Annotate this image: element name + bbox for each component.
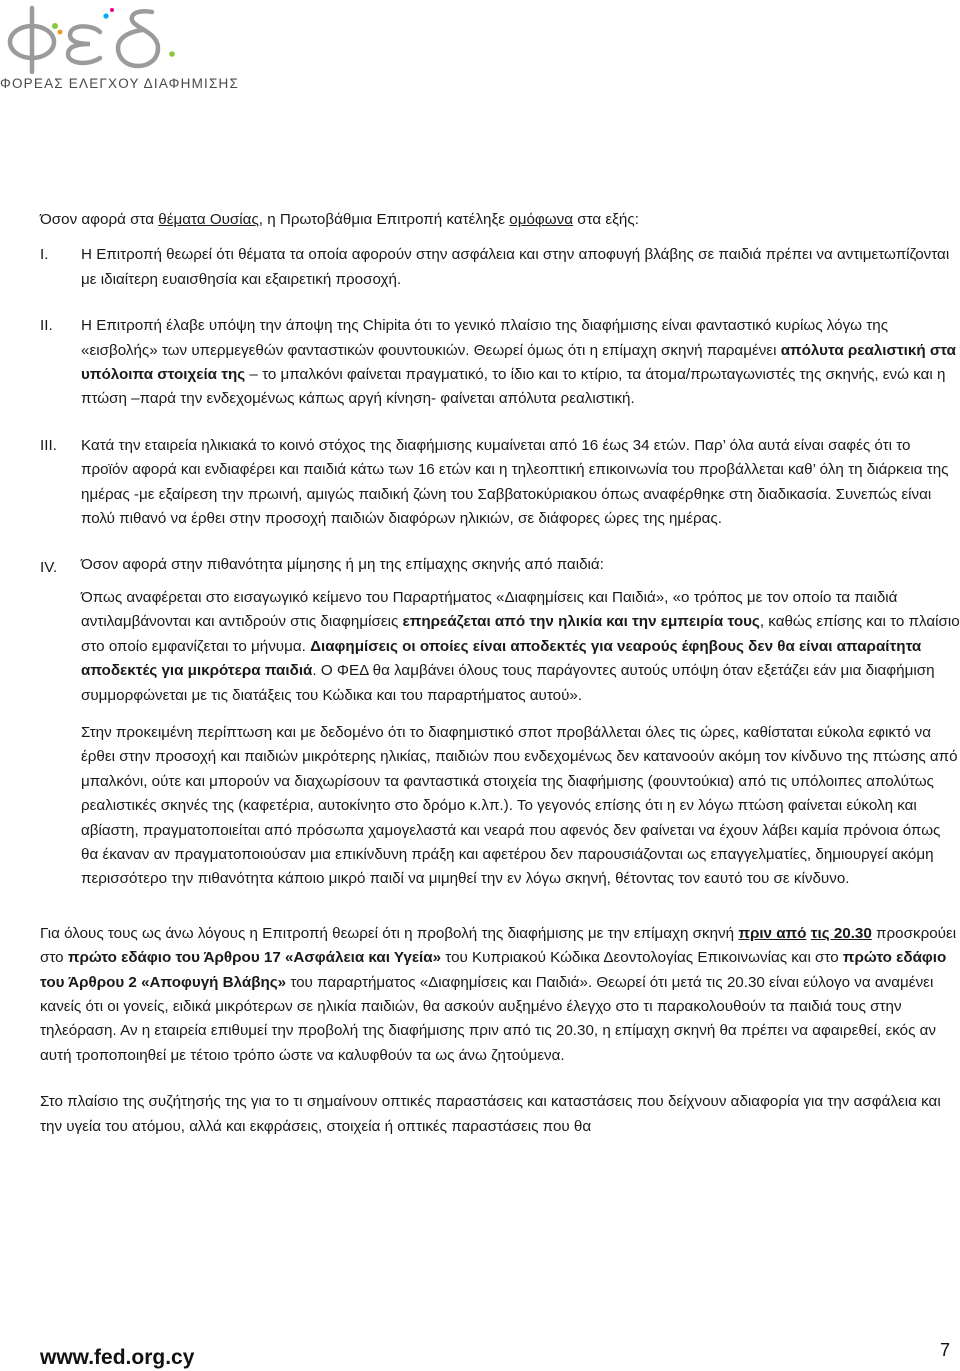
finding-item-2 — [40, 314, 960, 412]
quote-bold-text: επηρεάζεται από την ηλικία και την εμπειρία τους — [402, 613, 760, 631]
intro-paragraph — [40, 208, 960, 232]
item-text-part: – το μπαλκόνι φαίνεται πραγματικό, το ίδιο και το κτίριο, τα άτομα/πρωταγωνιστές της σκηνής, ενώ και η πτώση –παρά την ενδεχομένως κάπως αργή κίνηση- φαίνεται απόλυτα ρεαλιστική. — [81, 366, 946, 408]
item-text — [81, 314, 960, 412]
logo-dot — [169, 51, 175, 57]
finding-item-1 — [40, 243, 960, 292]
quote-text: . Ο ΦΕΔ θα λαμβάνει όλους τους παράγοντες αυτούς υπόψη όταν εξετάζει εάν μια διαφήμιση συμμορφώνεται με τις διατάξεις του Κώδικα και του παραρτήματος αυτού». — [81, 662, 935, 704]
fed-logo — [0, 0, 240, 110]
conclusion-text: προσκρούει στο — [40, 924, 957, 967]
fed-logo-mark — [2, 2, 202, 74]
item-number: I. — [40, 246, 49, 264]
item-bold-text: απόλυτα ρεαλιστική στα υπόλοιπα στοιχεία της — [81, 341, 956, 384]
item-text: Όσον αφορά στην πιθανότητα μίμησης ή μη της επίμαχης σκηνής από παιδιά: — [81, 556, 604, 574]
document-body — [40, 208, 960, 1139]
intro-text: , η Πρωτοβάθμια Επιτροπή κατέληξε — [258, 211, 510, 228]
item-text: Κατά την εταιρεία ηλικιακά το κοινό στόχος της διαφήμισης κυμαίνεται από 16 έως 34 ετών. Παρ’ όλα αυτά είναι σαφές ότι το προϊόν αφορά και ενδιαφέρει και παιδιά κάτω των 16 ετών και η τηλεοπτική επικοινωνία του προβάλλεται καθ’ όλη τη διάρκεια της ημέρας -με εξαίρεση την πρωινή, αμιγώς παιδική ζώνη του Σαββατοκύριακου όπως αναφέρθηκε στη διαδικασία. Συνεπώς είναι πολύ πιθανό να έρθει στην προσοχή παιδιών διαφόρων ηλικιών, σε διάφορες ώρες της ημέρας. — [81, 436, 949, 528]
final-paragraph: Στο πλαίσιο της συζήτησής της για το τι σημαίνουν οπτικές παραστάσεις και καταστάσεις που δείχνουν αδιαφορία για την ασφάλεια και την υγεία του ατόμου, αλλά και εκφράσεις, στοιχεία ή οπτικές παραστάσεις που θα — [40, 1093, 941, 1135]
quote-bold-text: Διαφημίσεις οι οποίες είναι αποδεκτές για νεαρούς έφηβους δεν θα είναι απαραίτητα αποδεκτές για μικρότερα παιδιά — [81, 637, 922, 680]
case-paragraph: Στην προκειμένη περίπτωση και με δεδομένο ότι το διαφημιστικό σποτ προβάλλεται όλες τις ώρες, καθίσταται εύκολα εφικτό να έρθει στην προσοχή και παιδιών μικρότερης ηλικίας, παιδιών που ενδεχομένως δεν κατανοούν ακόμη τον κίνδυνο της πτώσης από μπαλκόνι, ούτε και μπορούν να διαχωρίσουν τα φανταστικά στοιχεία της διαφήμισης (φουντούκια) από τις υπόλοιπες απολύτως ρεαλιστικές σκηνές της (καφετέρια, αυτοκίνητο στο δρόμο κ.λπ.). Το γεγονός επίσης ότι η εν λόγω πτώση φαίνεται εύκολη και αβίαστη, πραγματοποιείται από πρόσωπα χαμογελαστά και νεαρά που αφενός δεν φαίνεται να έχουν λάβει καμία πρόνοια όπως θα έκαναν αν πραγματοποιούσαν μια επικίνδυνη πράξη και αφετέρου δεν παρουσιάζονται ως επαγγελματίες, δημιουργεί ακόμη περισσότερο την πιθανότητα κάποιο μικρό παιδί να μιμηθεί την εν λόγω σκηνή, θέτοντας τον εαυτό του σε κίνδυνο. — [81, 723, 958, 888]
conclusion-text: Για όλους τους ως άνω λόγους η Επιτροπή θεωρεί ότι η προβολή της διαφήμισης με την επίμαχη σκηνή — [40, 924, 739, 942]
footer-website-link[interactable]: www.fed.org.cy — [40, 1346, 195, 1369]
item-number: IV. — [40, 559, 58, 577]
page-number: 7 — [939, 1340, 950, 1360]
conclusion-paragraph — [40, 922, 960, 1068]
logo-tagline: ΦΟΡΕΑΣ ΕΛΕΓΧΟΥ ΔΙΑΦΗΜΙΣΗΣ — [0, 76, 240, 91]
logo-dot — [58, 30, 63, 35]
conclusion-bold-text: πρώτο εδάφιο του Άρθρου 17 «Ασφάλεια και Υγεία» — [67, 949, 442, 967]
item-text: Η Επιτροπή θεωρεί ότι θέματα τα οποία αφορούν στην ασφάλεια και στην αποφυγή βλάβης σε παιδιά πρέπει να αντιμετωπίζονται με ιδιαίτερη ευαισθησία και εξαιρετική προσοχή. — [81, 246, 950, 288]
item-text-part: Η Επιτροπή έλαβε υπόψη την άποψη της Chipita ότι το γενικό πλαίσιο της διαφήμισης είναι φανταστικό κυρίως λόγω της «εισβολής» των υπερμεγεθών φανταστικών φουντουκιών. Θεωρεί όμως ότι η επίμαχη σκηνή παραμένει — [81, 317, 889, 359]
quote-text: Όπως αναφέρεται στο εισαγωγικό κείμενο του Παραρτήματος «Διαφημίσεις και Παιδιά», «ο τρόπος με τον οποίο τα παιδιά αντιλαμβάνονται και αντιδρούν στις διαφημίσεις — [81, 588, 898, 631]
quote-text: , καθώς επίσης και το πλαίσιο στο οποίο εμφανίζεται το μήνυμα. — [81, 613, 960, 655]
logo-dot — [52, 23, 58, 29]
intro-text: στα εξής: — [572, 211, 639, 228]
conclusion-bold-underline: πριν από — [738, 924, 807, 942]
item-number: III. — [40, 436, 57, 454]
logo-dot — [103, 13, 108, 18]
conclusion-bold-text: πρώτο εδάφιο του Άρθρου 2 «Αποφυγή Βλάβης» — [40, 949, 947, 991]
quoted-annex-paragraph — [81, 586, 960, 708]
finding-item-4 — [40, 553, 960, 891]
finding-item-3 — [40, 434, 960, 532]
intro-underline-substance: θέματα Ουσίας — [158, 211, 259, 228]
conclusion-text: του παραρτήματος «Διαφημίσεις και Παιδιά». Θεωρεί ότι μετά τις 20.30 είναι εύλογο να αναμένει κανείς ότι οι γονείς, ειδικά μικρότερων σε ηλικία παιδιών, θα ασκούν αυξημένο έλεγχο στο τι παρακολουθούν τα παιδιά τους στην τηλεόραση. Αν η εταιρεία επιθυμεί την προβολή της διαφήμισης πριν από τις 20.30, η επίμαχη σκηνή θα πρέπει να αφαιρεθεί, εκός αν αυτή τροποποιηθεί με τέτοιο τρόπο ώστε να καλυφθούν τα ως άνω ζητούμενα. — [40, 973, 937, 1064]
intro-text: Όσον αφορά στα — [40, 211, 159, 228]
conclusion-bold-underline: τις 20.30 — [810, 924, 872, 942]
conclusion-text: του Κυπριακού Κώδικα Δεοντολογίας Επικοινωνίας και στο — [441, 949, 843, 967]
item-number: II. — [40, 317, 53, 335]
intro-underline-unanimous: ομόφωνα — [509, 211, 573, 228]
logo-dot — [110, 8, 114, 12]
